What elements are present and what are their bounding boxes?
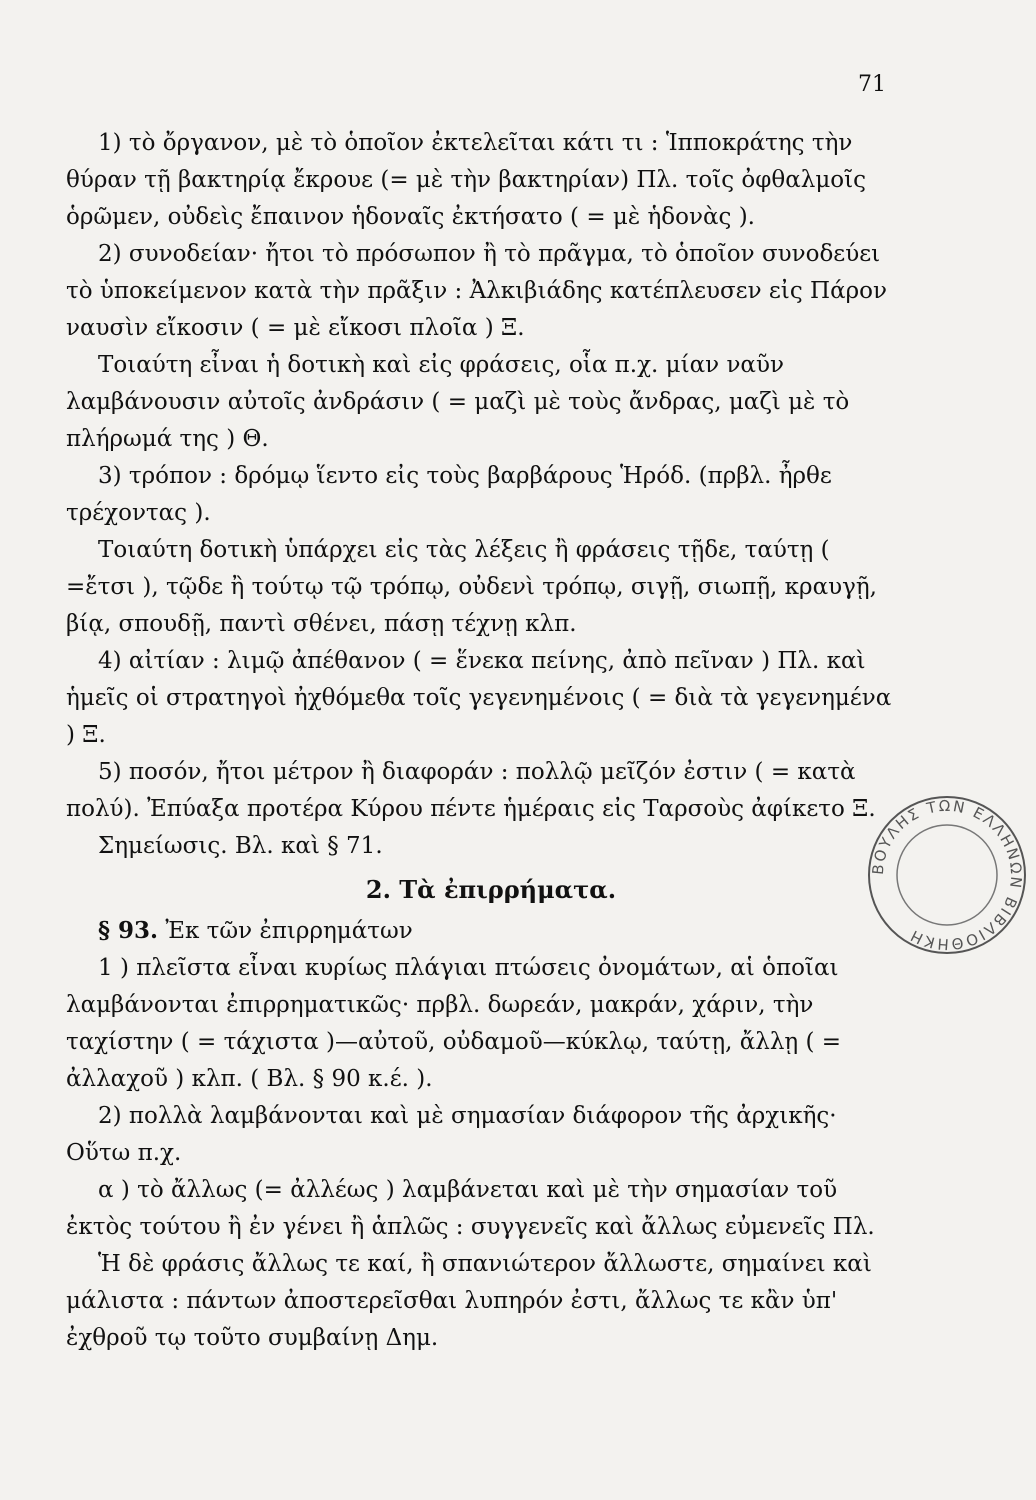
body-text bbox=[66, 125, 896, 1357]
paragraph: 5) ποσόν, ἤτοι μέτρον ἢ διαφοράν : πολλῷ μεῖζόν ἐστιν ( = κατὰ πολύ). Ἐπύαξα προτέρα Κύρου πέντε ἡμέραις εἰς Ταρσοὺς ἀφίκετο Ξ. bbox=[66, 759, 876, 822]
paragraph: 1 ) πλεῖστα εἶναι κυρίως πλάγιαι πτώσεις ὀνομάτων, αἱ ὁποῖαι λαμβάνονται ἐπιρρηματικῶς· πρβλ. δωρεάν, μακράν, χάριν, τὴν ταχίστην ( = τάχιστα )—αὐτοῦ, οὐδαμοῦ—κύκλῳ, ταύτῃ, ἄλλῃ ( = ἀλλαχοῦ ) κλπ. ( Βλ. § 90 κ.έ. ). bbox=[66, 955, 842, 1092]
section-93-heading bbox=[66, 912, 896, 950]
section-number: § 93. bbox=[98, 917, 159, 944]
section-heading-text: Ἐκ τῶν ἐπιρρημάτων bbox=[165, 918, 413, 944]
paragraph: Ἡ δὲ φράσις ἄλλως τε καί, ἢ σπανιώτερον ἄλλωστε, σημαίνει καὶ μάλιστα : πάντων ἀποστερεῖσθαι λυπηρόν ἐστι, ἄλλως τε κἂν ὑπ' ἐχθροῦ τῳ τοῦτο συμβαίνῃ Δημ. bbox=[66, 1251, 872, 1351]
section-title: 2. Τὰ ἐπιρρήματα. bbox=[365, 875, 617, 904]
paragraph: 2) πολλὰ λαμβάνονται καὶ μὲ σημασίαν διάφορον τῆς ἀρχικῆς· Οὕτω π.χ. bbox=[66, 1103, 837, 1166]
page-number: 71 bbox=[858, 72, 886, 97]
paragraph: 4) αἰτίαν : λιμῷ ἀπέθανον ( = ἕνεκα πείνης, ἀπὸ πεῖναν ) Πλ. καὶ ἡμεῖς οἱ στρατηγοὶ ἠχθόμεθα τοῖς γεγενημένοις ( = διὰ τὰ γεγενημένα ) Ξ. bbox=[66, 648, 892, 748]
paragraph: Τοιαύτη δοτικὴ ὑπάρχει εἰς τὰς λέξεις ἢ φράσεις τῇδε, ταύτῃ ( =ἔτσι ), τῷδε ἢ τούτῳ τῷ τρόπῳ, οὐδενὶ τρόπῳ, σιγῇ, σιωπῇ, κραυγῇ, βίᾳ, σπουδῇ, παντὶ σθένει, πάσῃ τέχνῃ κλπ. bbox=[66, 537, 877, 637]
library-stamp bbox=[862, 790, 1032, 960]
note: Σημείωσις. Βλ. καὶ § 71. bbox=[98, 833, 383, 859]
stamp-text: ΒΟΥΛΗΣ ΤΩΝ ΕΛΛΗΝΩΝ ΒΙΒΛΙΟΘΗΚΗ bbox=[868, 796, 1026, 954]
paragraph: 3) τρόπον : δρόμῳ ἵεντο εἰς τοὺς βαρβάρους Ἡρόδ. (πρβλ. ἦρθε τρέχοντας ). bbox=[66, 463, 832, 526]
paragraph: 1) τὸ ὄργανον, μὲ τὸ ὁποῖον ἐκτελεῖται κάτι τι : Ἱπποκράτης τὴν θύραν τῇ βακτηρίᾳ ἔκρουε (= μὲ τὴν βακτηρίαν) Πλ. τοῖς ὀφθαλμοῖς ὁρῶμεν, οὐδεὶς ἔπαινον ἡδοναῖς ἐκτήσατο ( = μὲ ἡδονὰς ). bbox=[66, 130, 867, 230]
paragraph: 2) συνοδείαν· ἤτοι τὸ πρόσωπον ἢ τὸ πρᾶγμα, τὸ ὁποῖον συνοδεύει τὸ ὑποκείμενον κατὰ τὴν πρᾶξιν : Ἀλκιβιάδης κατέπλευσεν εἰς Πάρον ναυσὶν εἴκοσιν ( = μὲ εἴκοσι πλοῖα ) Ξ. bbox=[66, 241, 887, 341]
paragraph: α ) τὸ ἄλλως (= ἀλλέως ) λαμβάνεται καὶ μὲ τὴν σημασίαν τοῦ ἐκτὸς τούτου ἢ ἐν γένει ἢ ἁπλῶς : συγγενεῖς καὶ ἄλλως εὐμενεῖς Πλ. bbox=[66, 1177, 875, 1240]
paragraph: Τοιαύτη εἶναι ἡ δοτικὴ καὶ εἰς φράσεις, οἷα π.χ. μίαν ναῦν λαμβάνουσιν αὐτοῖς ἀνδράσιν ( = μαζὶ μὲ τοὺς ἄνδρας, μαζὶ μὲ τὸ πλήρωμά της ) Θ. bbox=[66, 352, 850, 452]
